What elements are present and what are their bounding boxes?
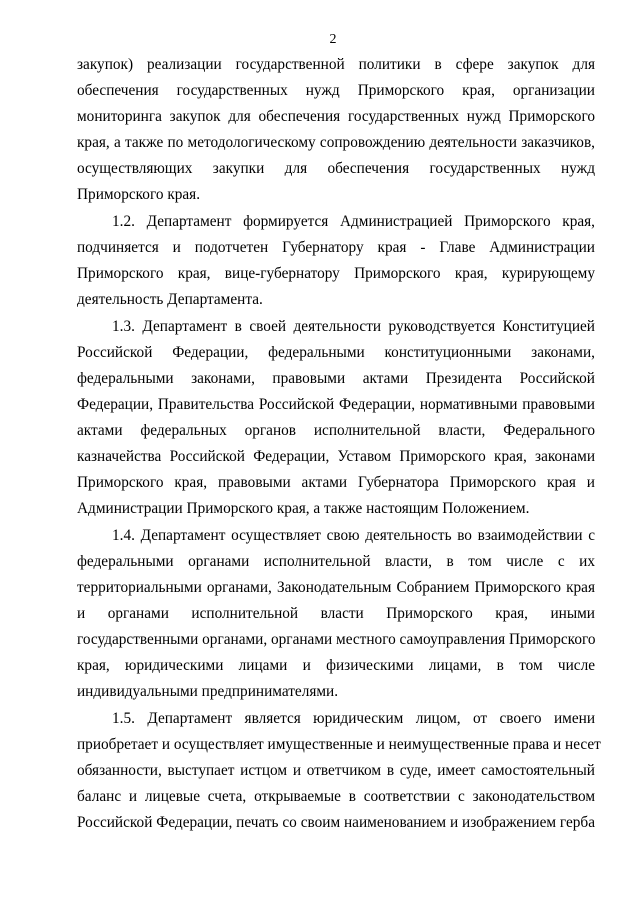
text-line: 1.2. Департамент формируется Администрацией Приморского края, bbox=[112, 213, 595, 230]
text-line: Приморского края. bbox=[77, 186, 201, 203]
text-line: деятельность Департамента. bbox=[77, 291, 263, 308]
text-line: мониторинга закупок для обеспечения государственных нужд Приморского bbox=[77, 108, 595, 125]
text-line: 1.3. Департамент в своей деятельности руководствуется Конституцией bbox=[112, 318, 595, 335]
text-line: Федерации, Правительства Российской Федерации, нормативными правовыми bbox=[77, 396, 595, 413]
text-line: осуществляющих закупки для обеспечения государственных нужд bbox=[77, 160, 595, 177]
text-line: Российской Федерации, федеральными конституционными законами, bbox=[77, 344, 595, 361]
text-line: Российской Федерации, печать со своим наименованием и изображением герба bbox=[77, 814, 595, 831]
text-line: края, а также по методологическому сопровождению деятельности заказчиков, bbox=[77, 134, 595, 151]
text-line: закупок) реализации государственной политики в сфере закупок для bbox=[77, 56, 595, 73]
text-line: и органами исполнительной власти Приморского края, иными bbox=[77, 605, 595, 622]
text-line: 1.5. Департамент является юридическим лицом, от своего имени bbox=[112, 710, 595, 727]
text-line: государственными органами, органами местного самоуправления Приморского bbox=[77, 631, 596, 648]
text-line: Администрации Приморского края, а также настоящим Положением. bbox=[77, 500, 530, 517]
text-line: индивидуальными предпринимателями. bbox=[77, 683, 339, 700]
text-line: федеральными законами, правовыми актами Президента Российской bbox=[77, 370, 595, 387]
text-line: края, юридическими лицами и физическими лицами, в том числе bbox=[77, 657, 595, 674]
text-line: приобретает и осуществляет имущественные и неимущественные права и несет bbox=[77, 736, 601, 753]
text-line: обязанности, выступает истцом и ответчиком в суде, имеет самостоятельный bbox=[77, 762, 595, 779]
text-line: 1.4. Департамент осуществляет свою деятельность во взаимодействии с bbox=[112, 527, 595, 544]
text-line: территориальными органами, Законодательным Собранием Приморского края bbox=[77, 579, 595, 596]
page-number: 2 bbox=[329, 32, 337, 47]
text-line: подчиняется и подотчетен Губернатору края - Главе Администрации bbox=[77, 239, 595, 256]
text-line: казначейства Российской Федерации, Уставом Приморского края, законами bbox=[77, 448, 595, 465]
text-line: актами федеральных органов исполнительной власти, Федерального bbox=[77, 422, 595, 439]
text-line: обеспечения государственных нужд Приморского края, организации bbox=[77, 82, 595, 99]
text-line: федеральными органами исполнительной власти, в том числе с их bbox=[77, 553, 595, 570]
text-line: Приморского края, правовыми актами Губернатора Приморского края и bbox=[77, 474, 595, 491]
text-line: Приморского края, вице-губернатору Приморского края, курирующему bbox=[77, 265, 595, 282]
text-line: баланс и лицевые счета, открываемые в соответствии с законодательством bbox=[77, 788, 595, 805]
